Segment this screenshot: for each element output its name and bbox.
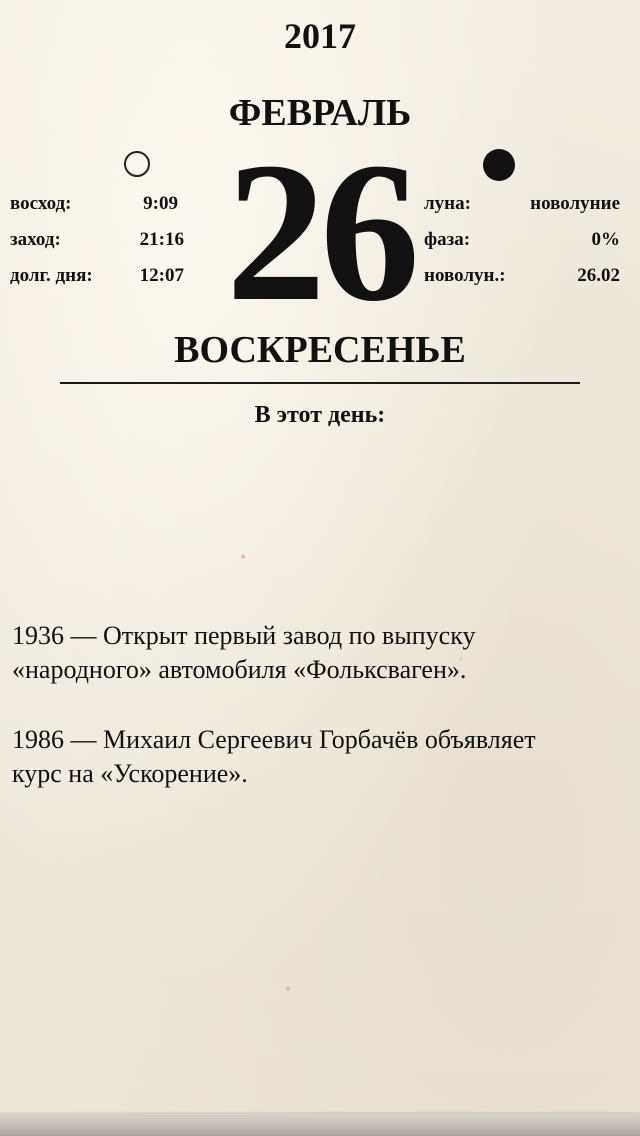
phase-label: фаза: — [424, 229, 471, 250]
sunrise-label: восход: — [10, 193, 72, 214]
daylength-label: долг. дня: — [10, 265, 93, 286]
page-edge-bar — [0, 1114, 640, 1136]
newmoon-label: новолун.: — [424, 265, 506, 286]
events-heading: В этот день: — [254, 402, 386, 428]
event-1-line-1: 1936 — Открыт первый завод по выпуску — [12, 621, 476, 650]
year-title: 2017 — [284, 16, 356, 56]
event-1-line-2: «народного» автомобиля «Фольксваген». — [12, 655, 467, 684]
moon-label: луна: — [424, 193, 471, 214]
event-2-line-2: курс на «Ускорение». — [12, 759, 248, 788]
sunset-value: 21:16 — [139, 229, 184, 250]
sun-circle-icon — [124, 151, 150, 177]
new-moon-icon — [483, 149, 515, 181]
sunset-label: заход: — [10, 229, 61, 250]
phase-value: 0% — [591, 229, 620, 250]
event-2-line-1: 1986 — Михаил Сергеевич Горбачёв объявляет — [12, 725, 536, 754]
moon-value: новолуние — [530, 193, 620, 214]
newmoon-value: 26.02 — [577, 265, 620, 286]
daylength-value: 12:07 — [139, 265, 184, 286]
sunrise-value: 9:09 — [143, 193, 178, 214]
weekday-title: ВОСКРЕСЕНЬЕ — [174, 329, 466, 371]
day-number: 26 — [226, 122, 414, 343]
month-title: ФЕВРАЛЬ — [228, 92, 412, 134]
divider-line — [60, 382, 580, 384]
